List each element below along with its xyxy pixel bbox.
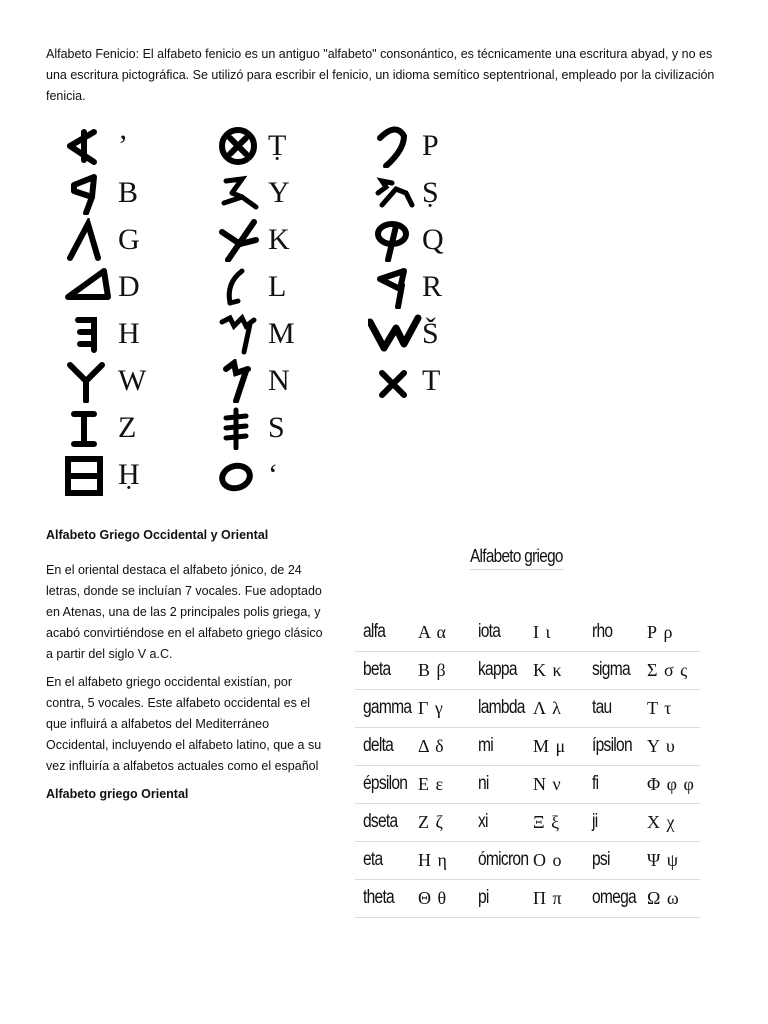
teth-glyph-icon <box>206 122 266 169</box>
letter-name: ni <box>478 773 489 794</box>
kaph-glyph-icon <box>206 216 266 263</box>
letter-glyphs: Μ μ <box>533 736 567 756</box>
transliteration: Q <box>422 223 444 256</box>
phoenician-letter <box>360 263 490 310</box>
letter-name: beta <box>363 659 391 680</box>
letter-glyphs: Φ φ φ <box>647 774 695 794</box>
beth-glyph-icon <box>56 169 116 216</box>
transliteration: Ḥ <box>118 458 140 491</box>
transliteration: Z <box>118 411 137 444</box>
phoenician-column-1 <box>56 122 186 498</box>
phoenician-letter <box>56 357 186 404</box>
transliteration: B <box>118 176 139 209</box>
yodh-glyph-icon <box>206 169 266 216</box>
letter-name: delta <box>363 735 394 756</box>
letter-name: lambda <box>478 697 525 718</box>
daleth-glyph-icon <box>56 263 116 310</box>
phoenician-letter <box>56 451 186 498</box>
waw-glyph-icon <box>56 357 116 404</box>
table-row <box>355 690 700 728</box>
phoenician-letter <box>56 169 186 216</box>
mem-glyph-icon <box>206 310 266 357</box>
letter-glyphs: Τ τ <box>647 698 673 718</box>
transliteration: M <box>268 317 295 350</box>
zayin-glyph-icon <box>56 404 116 451</box>
phoenician-letter <box>206 263 336 310</box>
transliteration: ’ <box>118 129 128 162</box>
letter-name: iota <box>478 621 501 642</box>
table-row <box>355 614 700 652</box>
letter-name: rho <box>592 621 613 642</box>
letter-name: mi <box>478 735 493 756</box>
resh-glyph-icon <box>360 263 420 310</box>
letter-glyphs: Ζ ζ <box>418 812 444 832</box>
letter-name: alfa <box>363 621 386 642</box>
letter-name: dseta <box>363 811 398 832</box>
sade-glyph-icon <box>360 169 420 216</box>
letter-glyphs: Π π <box>533 888 563 908</box>
phoenician-column-3 <box>360 122 490 404</box>
greek-chart-title: Alfabeto griego <box>470 546 564 570</box>
transliteration: T <box>422 364 441 397</box>
letter-glyphs: Λ λ <box>533 698 562 718</box>
ayin-glyph-icon <box>206 451 266 498</box>
transliteration: Š <box>422 317 439 350</box>
letter-glyphs: Β β <box>418 660 447 680</box>
lamedh-glyph-icon <box>206 263 266 310</box>
phoenician-letter <box>56 310 186 357</box>
table-row <box>355 842 700 880</box>
letter-name: tau <box>592 697 612 718</box>
letter-name: ómicron <box>478 849 529 870</box>
letter-name: pi <box>478 887 489 908</box>
letter-glyphs: Ξ ξ <box>533 812 561 832</box>
he-glyph-icon <box>56 310 116 357</box>
letter-name: kappa <box>478 659 517 680</box>
phoenician-letter <box>360 357 490 404</box>
letter-glyphs: Ν ν <box>533 774 562 794</box>
transliteration: H <box>118 317 140 350</box>
gimel-glyph-icon <box>56 216 116 263</box>
transliteration: D <box>118 270 140 303</box>
letter-glyphs: Ο ο <box>533 850 563 870</box>
phoenician-letter <box>360 216 490 263</box>
letter-name: omega <box>592 887 636 908</box>
transliteration: K <box>268 223 290 256</box>
table-row <box>355 804 700 842</box>
nun-glyph-icon <box>206 357 266 404</box>
phoenician-letter <box>206 404 336 451</box>
letter-name: eta <box>363 849 383 870</box>
letter-glyphs: Ε ε <box>418 774 445 794</box>
taw-glyph-icon <box>360 357 420 404</box>
letter-name: xi <box>478 811 488 832</box>
phoenician-letter <box>56 216 186 263</box>
phoenician-letter <box>360 122 490 169</box>
letter-glyphs: Α α <box>418 622 447 642</box>
phoenician-column-2 <box>206 122 336 498</box>
letter-name: sigma <box>592 659 630 680</box>
letter-name: ípsilon <box>592 735 632 756</box>
phoenician-letter <box>206 357 336 404</box>
transliteration: ‘ <box>268 458 278 491</box>
letter-glyphs: Ι ι <box>533 622 552 642</box>
letter-glyphs: Υ υ <box>647 736 676 756</box>
transliteration: R <box>422 270 443 303</box>
letter-glyphs: Ω ω <box>647 888 680 908</box>
letter-glyphs: Δ δ <box>418 736 445 756</box>
letter-glyphs: Γ γ <box>418 698 444 718</box>
letter-name: épsilon <box>363 773 408 794</box>
phoenician-letter <box>360 310 490 357</box>
letter-name: gamma <box>363 697 412 718</box>
heth-glyph-icon <box>56 451 116 498</box>
phoenician-letter <box>56 122 186 169</box>
aleph-glyph-icon <box>56 122 116 169</box>
letter-glyphs: Κ κ <box>533 660 563 680</box>
greek-section-heading: Alfabeto Griego Occidental y Oriental <box>46 528 269 542</box>
phoenician-letter <box>56 263 186 310</box>
transliteration: Ṭ <box>268 129 287 162</box>
phoenician-letter <box>206 122 336 169</box>
greek-oriental-heading: Alfabeto griego Oriental <box>46 787 189 801</box>
phoenician-letter <box>56 404 186 451</box>
phoenician-letter <box>206 216 336 263</box>
transliteration: G <box>118 223 140 256</box>
transliteration: L <box>268 270 287 303</box>
transliteration: W <box>118 364 147 397</box>
intro-paragraph: Alfabeto Fenicio: El alfabeto fenicio es un antiguo "alfabeto" consonántico, es técnicamente una escritura abyad, y no es una escritura pictográfica. Se utilizó para escribir el fenicio, un idioma semítico septentrional, empleado por la civilización fenicia. <box>46 47 715 103</box>
transliteration: P <box>422 129 439 162</box>
phoenician-letter <box>206 451 336 498</box>
letter-glyphs: Η η <box>418 850 448 870</box>
greek-alphabet-table <box>355 614 700 918</box>
paragraph-occidental: En el alfabeto griego occidental existían, por contra, 5 vocales. Este alfabeto occidental es el que influirá a alfabetos del Mediterráneo Occidental, incluyendo el alfabeto latino, que a su vez influiría a alfabetos actuales como el español <box>46 675 322 773</box>
samekh-glyph-icon <box>206 404 266 451</box>
letter-glyphs: Σ σ ς <box>647 660 689 680</box>
letter-name: theta <box>363 887 394 908</box>
transliteration: Y <box>268 176 290 209</box>
letter-name: ji <box>592 811 598 832</box>
transliteration: N <box>268 364 290 397</box>
qoph-glyph-icon <box>360 216 420 263</box>
transliteration: S <box>268 411 285 444</box>
letter-glyphs: Θ θ <box>418 888 448 908</box>
shin-glyph-icon <box>360 310 420 357</box>
pe-glyph-icon <box>360 122 420 169</box>
letter-name: psi <box>592 849 610 870</box>
letter-glyphs: Ψ ψ <box>647 850 680 870</box>
table-row <box>355 766 700 804</box>
letter-glyphs: Ρ ρ <box>647 622 674 642</box>
letter-glyphs: Χ χ <box>647 812 676 832</box>
phoenician-letter <box>360 169 490 216</box>
table-row <box>355 880 700 918</box>
phoenician-letter <box>206 310 336 357</box>
table-row <box>355 728 700 766</box>
transliteration: Ṣ <box>422 176 439 209</box>
phoenician-letter <box>206 169 336 216</box>
table-row <box>355 652 700 690</box>
paragraph-oriental: En el oriental destaca el alfabeto jónico, de 24 letras, donde se incluían 7 vocales. Fue adoptado en Atenas, una de las 2 principales polis griega, y acabó convirtiéndose en el alfabeto griego clásico a partir del siglo V a.C. <box>46 563 323 661</box>
letter-name: fi <box>592 773 599 794</box>
